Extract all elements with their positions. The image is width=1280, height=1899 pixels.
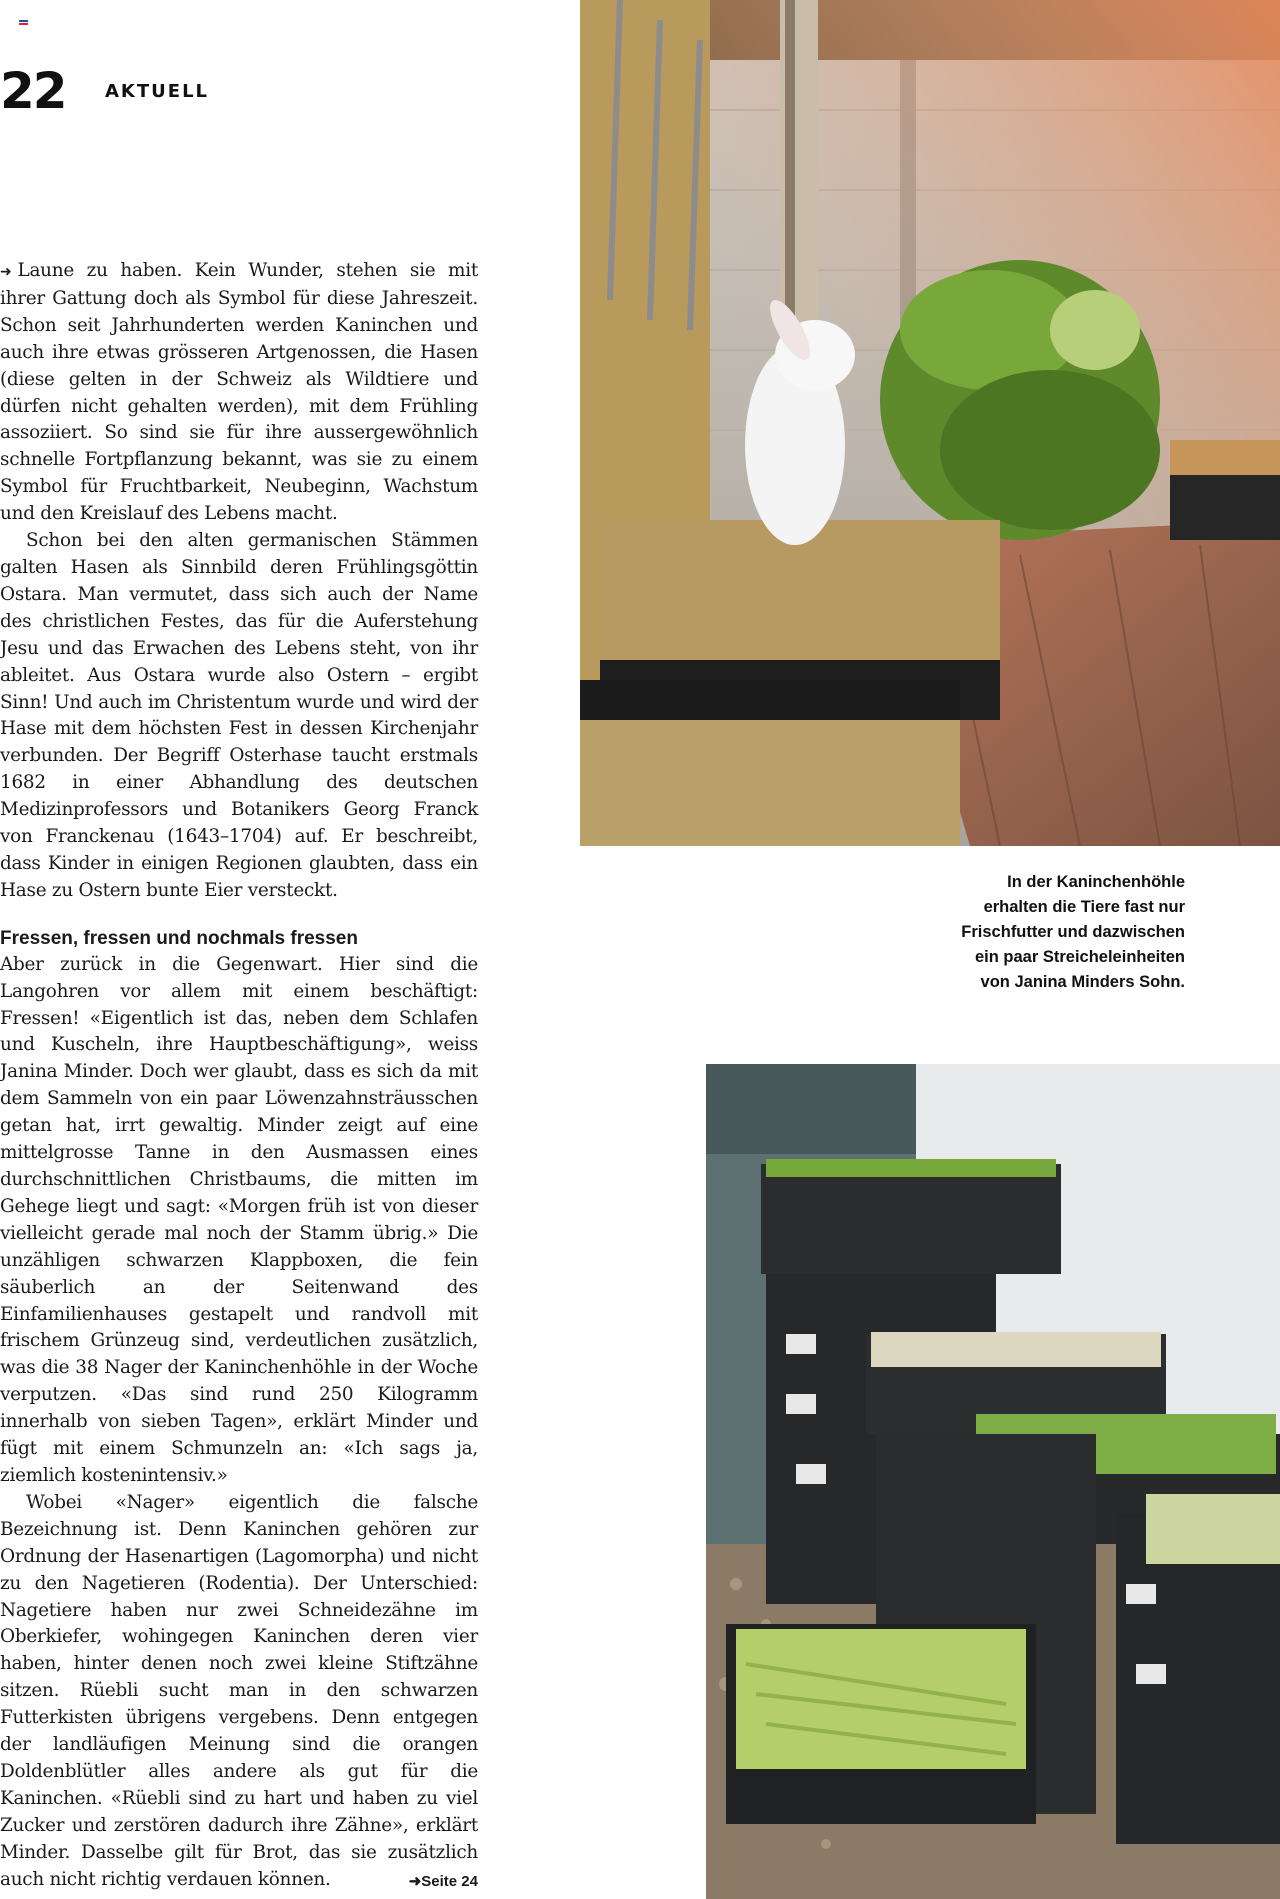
vegetable-crates-photo (706, 1064, 1280, 1899)
page-number: 22 (0, 62, 66, 120)
photo-caption: In der Kaninchenhöhle erhalten die Tiere fast nur Frischfutter und dazwischen ein paar Streicheleinheiten von Janina Minders Sohn. (961, 873, 1185, 991)
article-body (0, 258, 478, 1895)
section-label: AKTUELL (105, 81, 210, 102)
arrow-right-icon: ➜ (408, 1872, 422, 1890)
flag-icon (19, 20, 28, 27)
article-paragraph: Aber zurück in die Gegenwart. Hier sind die Langohren vor allem mit einem beschäftigt: Fressen! «Eigentlich ist das, neben dem Schlafen und Kuscheln, ihre Hauptbeschäftigung», weiss Janina Minder. Doch wer glaubt, dass es sich da mit dem Sammeln von ein paar Löwenzahnsträusschen getan hat, irrt gewaltig. Minder zeigt auf eine mittelgrosse Tanne in den Ausmassen eines durchschnittlichen Christbaums, die mitten im Gehege liegt und sagt: «Morgen früh ist von dieser vielleicht gerade mal noch der Stamm übrig.» Die unzähligen schwarzen Klappboxen, die fein säuberlich an der Seitenwand des Einfamilienhauses gestapelt und randvoll mit frischem Grünzeug sind, verdeutlichen zusätzlich, was die 38 Nager der Kaninchenhöhle in der Woche verputzen. «Das sind rund 250 Kilogramm innerhalb von sieben Tagen», erklärt Minder und fügt mit einem Schmunzeln an: «Ich sags ja, ziemlich kostenintensiv.» (0, 953, 478, 1486)
article-subheading: Fressen, fressen und nochmals fressen (0, 927, 358, 949)
article-paragraph: ➜ Laune zu haben. Kein Wunder, stehen sie mit ihrer Gattung doch als Symbol für diese Jahreszeit. Schon seit Jahrhunderten werden Kaninchen und auch ihre etwas grösseren Artgenossen, die Hasen (diese gelten in der Schweiz als Wildtiere und dürfen nicht gehalten werden), mit dem Frühling assoziiert. So sind sie für ihre aussergewöhnlich schnelle Fortpflanzung bekannt, was sie zu einem Symbol für Fruchtbarkeit, Neubeginn, Wachstum und den Kreislauf des Lebens macht. (0, 260, 478, 525)
arrow-right-icon: ➜ (0, 264, 12, 280)
article-paragraph: Schon bei den alten germanischen Stämmen galten Hasen als Sinnbild deren Frühlingsgöttin Ostara. Man vermutet, dass sich auch der Name des christlichen Festes, das für die Auferstehung Jesu und das Erwachen des Lebens steht, von ihr ableitet. Aus Ostara wurde also Ostern – ergibt Sinn! Und auch im Christentum wurde und wird der Hase mit dem höchsten Fest in dessen Kirchenjahr verbunden. Der Begriff Osterhase taucht erstmals 1682 in einer Abhandlung des deutschen Medizinprofessors und Botanikers Georg Franck von Franckenau (1643–1704) auf. Er beschreibt, dass Kinder in einigen Regionen glaubten, dass ein Hase zu Ostern bunte Eier versteckt. (0, 530, 478, 901)
article-paragraph: Wobei «Nager» eigentlich die falsche Bezeichnung ist. Denn Kaninchen gehören zur Ordnung der Hasenartigen (Lagomorpha) und nicht zu den Nagetieren (Rodentia). Der Unterschied: Nagetiere haben nur zwei Schneidezähne im Oberkiefer, wohingegen Kaninchen deren vier haben, hinter denen noch zwei kleine Stiftzähne sitzen. Rüebli sucht man in den schwarzen Futterkisten übrigens vergebens. Denn entgegen der landläufigen Meinung sind die orangen Doldenblütler alles andere als gut für die Kaninchen. «Rüebli sind zu hart und haben zu viel Zucker und zerstören dadurch ihre Zähne», erklärt Minder. Dasselbe gilt für Brot, das sie zusätzlich auch nicht richtig verdauen können. ➜Seite 24 (0, 1490, 478, 1894)
rabbit-hutch-photo (580, 0, 1280, 846)
continue-link[interactable]: ➜Seite 24 (408, 1872, 478, 1890)
